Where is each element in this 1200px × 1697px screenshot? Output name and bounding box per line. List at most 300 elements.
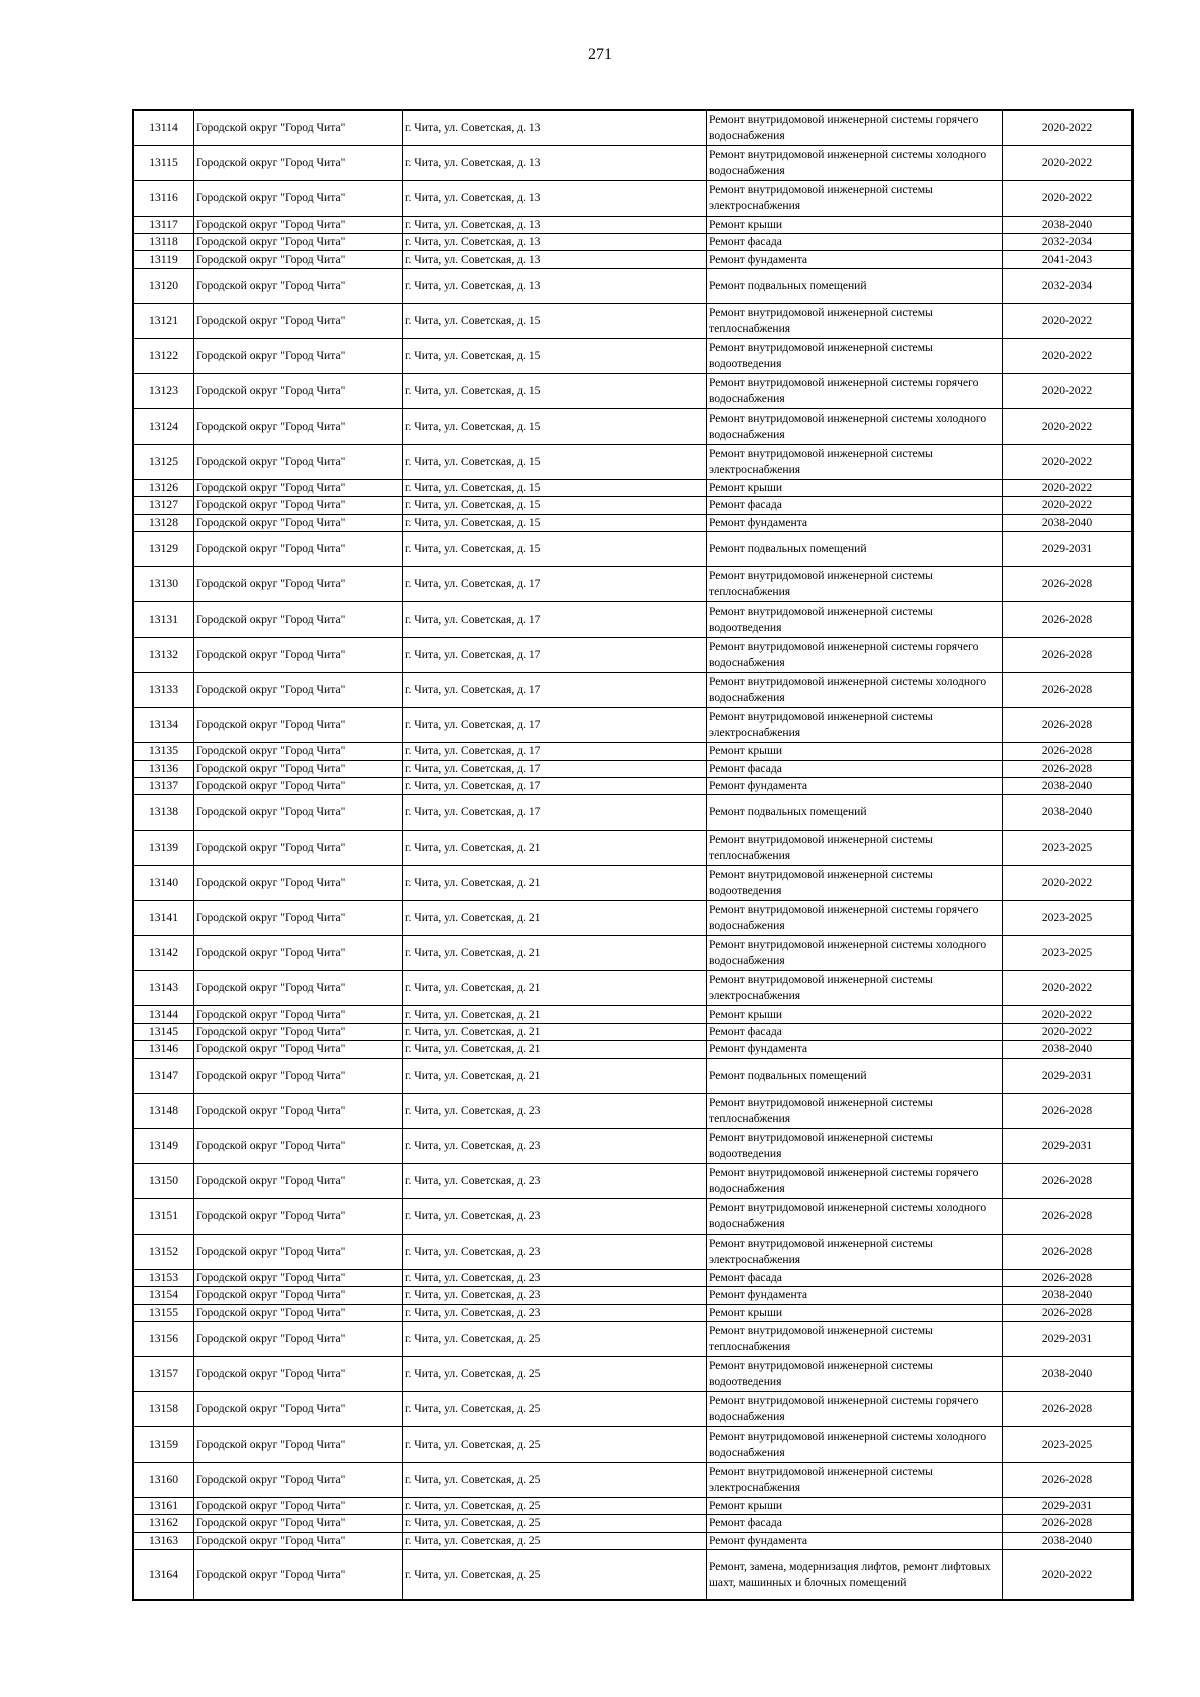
cell-number: 13146: [134, 1041, 194, 1058]
cell-municipality: Городской округ "Город Чита": [194, 444, 403, 479]
cell-number: 13153: [134, 1269, 194, 1286]
cell-work-type: Ремонт фундамента: [707, 251, 1003, 268]
cell-municipality: Городской округ "Город Чита": [194, 1357, 403, 1392]
table-row: [134, 1321, 1132, 1356]
cell-work-type: Ремонт крыши: [707, 1497, 1003, 1514]
cell-work-type: Ремонт подвальных помещений: [707, 532, 1003, 567]
cell-municipality: Городской округ "Город Чита": [194, 339, 403, 374]
cell-work-type: Ремонт фасада: [707, 1023, 1003, 1040]
cell-period: 2032-2034: [1003, 268, 1132, 303]
table-row: [134, 497, 1132, 514]
cell-work-type: Ремонт крыши: [707, 743, 1003, 760]
cell-work-type: Ремонт крыши: [707, 1304, 1003, 1321]
cell-work-type: Ремонт внутридомовой инженерной системы электроснабжения: [707, 181, 1003, 216]
cell-period: 2038-2040: [1003, 1357, 1132, 1392]
cell-municipality: Городской округ "Город Чита": [194, 900, 403, 935]
cell-period: 2020-2022: [1003, 444, 1132, 479]
cell-municipality: Городской округ "Город Чита": [194, 760, 403, 777]
cell-municipality: Городской округ "Город Чита": [194, 777, 403, 794]
cell-number: 13124: [134, 409, 194, 444]
cell-period: 2032-2034: [1003, 233, 1132, 250]
cell-municipality: Городской округ "Город Чита": [194, 1287, 403, 1304]
cell-work-type: Ремонт крыши: [707, 1006, 1003, 1023]
cell-number: 13164: [134, 1550, 194, 1600]
cell-period: 2026-2028: [1003, 637, 1132, 672]
cell-address: г. Чита, ул. Советская, д. 13: [403, 268, 707, 303]
table-row: [134, 1462, 1132, 1497]
cell-period: 2020-2022: [1003, 374, 1132, 409]
cell-municipality: Городской округ "Город Чита": [194, 532, 403, 567]
cell-number: 13157: [134, 1357, 194, 1392]
cell-period: 2026-2028: [1003, 567, 1132, 602]
cell-period: 2020-2022: [1003, 303, 1132, 338]
table-row: [134, 1234, 1132, 1269]
cell-address: г. Чита, ул. Советская, д. 17: [403, 743, 707, 760]
cell-address: г. Чита, ул. Советская, д. 13: [403, 251, 707, 268]
cell-address: г. Чита, ул. Советская, д. 15: [403, 497, 707, 514]
table-row: [134, 268, 1132, 303]
table-row: [134, 777, 1132, 794]
cell-period: 2038-2040: [1003, 1287, 1132, 1304]
cell-number: 13127: [134, 497, 194, 514]
cell-period: 2026-2028: [1003, 1462, 1132, 1497]
cell-number: 13122: [134, 339, 194, 374]
table-row: [134, 1304, 1132, 1321]
cell-period: 2020-2022: [1003, 479, 1132, 496]
table-row: [134, 672, 1132, 707]
table-row: [134, 303, 1132, 338]
cell-period: 2026-2028: [1003, 743, 1132, 760]
cell-period: 2029-2031: [1003, 1058, 1132, 1093]
cell-work-type: Ремонт внутридомовой инженерной системы водоотведения: [707, 1129, 1003, 1164]
cell-period: 2026-2028: [1003, 1515, 1132, 1532]
cell-address: г. Чита, ул. Советская, д. 15: [403, 444, 707, 479]
cell-period: 2029-2031: [1003, 532, 1132, 567]
cell-municipality: Городской округ "Город Чита": [194, 1234, 403, 1269]
table-row: [134, 444, 1132, 479]
table-row: [134, 1129, 1132, 1164]
table-row: [134, 1392, 1132, 1427]
cell-period: 2029-2031: [1003, 1321, 1132, 1356]
table-row: [134, 1287, 1132, 1304]
cell-municipality: Городской округ "Город Чита": [194, 672, 403, 707]
cell-number: 13145: [134, 1023, 194, 1040]
cell-address: г. Чита, ул. Советская, д. 17: [403, 795, 707, 830]
cell-address: г. Чита, ул. Советская, д. 23: [403, 1199, 707, 1234]
cell-number: 13140: [134, 865, 194, 900]
cell-municipality: Городской округ "Город Чита": [194, 971, 403, 1006]
cell-number: 13132: [134, 637, 194, 672]
cell-municipality: Городской округ "Город Чита": [194, 936, 403, 971]
cell-address: г. Чита, ул. Советская, д. 15: [403, 409, 707, 444]
cell-number: 13134: [134, 707, 194, 742]
cell-address: г. Чита, ул. Советская, д. 25: [403, 1392, 707, 1427]
cell-municipality: Городской округ "Город Чита": [194, 637, 403, 672]
cell-period: 2026-2028: [1003, 707, 1132, 742]
cell-period: 2020-2022: [1003, 1006, 1132, 1023]
table-row: [134, 1058, 1132, 1093]
table-row: [134, 532, 1132, 567]
table-row: [134, 707, 1132, 742]
table-row: [134, 339, 1132, 374]
cell-work-type: Ремонт внутридомовой инженерной системы холодного водоснабжения: [707, 672, 1003, 707]
cell-number: 13163: [134, 1532, 194, 1549]
cell-number: 13154: [134, 1287, 194, 1304]
cell-work-type: Ремонт внутридомовой инженерной системы теплоснабжения: [707, 567, 1003, 602]
cell-period: 2023-2025: [1003, 936, 1132, 971]
repair-schedule-table: [133, 110, 1132, 1600]
cell-period: 2020-2022: [1003, 497, 1132, 514]
cell-period: 2026-2028: [1003, 672, 1132, 707]
cell-work-type: Ремонт внутридомовой инженерной системы горячего водоснабжения: [707, 111, 1003, 146]
table-row: [134, 146, 1132, 181]
cell-municipality: Городской округ "Город Чита": [194, 1164, 403, 1199]
cell-municipality: Городской округ "Город Чита": [194, 1550, 403, 1600]
cell-address: г. Чита, ул. Советская, д. 25: [403, 1550, 707, 1600]
cell-municipality: Городской округ "Город Чита": [194, 1321, 403, 1356]
cell-number: 13156: [134, 1321, 194, 1356]
cell-work-type: Ремонт, замена, модернизация лифтов, ремонт лифтовых шахт, машинных и блочных помещений: [707, 1550, 1003, 1600]
cell-number: 13142: [134, 936, 194, 971]
table-row: [134, 1023, 1132, 1040]
cell-municipality: Городской округ "Город Чита": [194, 1058, 403, 1093]
cell-work-type: Ремонт крыши: [707, 479, 1003, 496]
table-row: [134, 900, 1132, 935]
cell-period: 2026-2028: [1003, 602, 1132, 637]
cell-number: 13159: [134, 1427, 194, 1462]
cell-municipality: Городской округ "Город Чита": [194, 1269, 403, 1286]
cell-number: 13143: [134, 971, 194, 1006]
cell-work-type: Ремонт внутридомовой инженерной системы теплоснабжения: [707, 1093, 1003, 1128]
cell-municipality: Городской округ "Город Чита": [194, 251, 403, 268]
cell-number: 13160: [134, 1462, 194, 1497]
cell-municipality: Городской округ "Город Чита": [194, 268, 403, 303]
cell-municipality: Городской округ "Город Чита": [194, 233, 403, 250]
cell-work-type: Ремонт внутридомовой инженерной системы горячего водоснабжения: [707, 1164, 1003, 1199]
cell-number: 13161: [134, 1497, 194, 1514]
cell-municipality: Городской округ "Город Чита": [194, 1093, 403, 1128]
cell-municipality: Городской округ "Город Чита": [194, 1497, 403, 1514]
table-row: [134, 1357, 1132, 1392]
cell-number: 13136: [134, 760, 194, 777]
cell-address: г. Чита, ул. Советская, д. 23: [403, 1304, 707, 1321]
cell-work-type: Ремонт фундамента: [707, 777, 1003, 794]
cell-number: 13158: [134, 1392, 194, 1427]
cell-municipality: Городской округ "Город Чита": [194, 303, 403, 338]
cell-number: 13139: [134, 830, 194, 865]
table-row: [134, 760, 1132, 777]
cell-period: 2038-2040: [1003, 1532, 1132, 1549]
cell-number: 13133: [134, 672, 194, 707]
cell-municipality: Городской округ "Город Чита": [194, 830, 403, 865]
cell-municipality: Городской округ "Город Чита": [194, 1392, 403, 1427]
cell-period: 2020-2022: [1003, 1023, 1132, 1040]
table-row: [134, 1006, 1132, 1023]
table-row: [134, 1093, 1132, 1128]
cell-work-type: Ремонт внутридомовой инженерной системы теплоснабжения: [707, 1321, 1003, 1356]
cell-municipality: Городской округ "Город Чита": [194, 1041, 403, 1058]
table-row: [134, 637, 1132, 672]
cell-number: 13149: [134, 1129, 194, 1164]
table-row: [134, 514, 1132, 531]
table-row: [134, 251, 1132, 268]
cell-period: 2020-2022: [1003, 111, 1132, 146]
cell-period: 2023-2025: [1003, 830, 1132, 865]
cell-address: г. Чита, ул. Советская, д. 15: [403, 339, 707, 374]
table-row: [134, 971, 1132, 1006]
table-row: [134, 216, 1132, 233]
cell-period: 2038-2040: [1003, 216, 1132, 233]
table-row: [134, 1550, 1132, 1600]
cell-period: 2026-2028: [1003, 1234, 1132, 1269]
cell-municipality: Городской округ "Город Чита": [194, 479, 403, 496]
cell-number: 13120: [134, 268, 194, 303]
cell-municipality: Городской округ "Город Чита": [194, 146, 403, 181]
cell-period: 2026-2028: [1003, 1392, 1132, 1427]
cell-work-type: Ремонт фасада: [707, 1515, 1003, 1532]
cell-work-type: Ремонт подвальных помещений: [707, 268, 1003, 303]
cell-period: 2020-2022: [1003, 409, 1132, 444]
cell-address: г. Чита, ул. Советская, д. 15: [403, 479, 707, 496]
table-row: [134, 1532, 1132, 1549]
cell-municipality: Городской округ "Город Чита": [194, 216, 403, 233]
cell-address: г. Чита, ул. Советская, д. 17: [403, 567, 707, 602]
cell-work-type: Ремонт внутридомовой инженерной системы холодного водоснабжения: [707, 146, 1003, 181]
cell-work-type: Ремонт внутридомовой инженерной системы электроснабжения: [707, 1462, 1003, 1497]
cell-period: 2029-2031: [1003, 1129, 1132, 1164]
page-number: 271: [588, 46, 612, 63]
cell-work-type: Ремонт внутридомовой инженерной системы горячего водоснабжения: [707, 1392, 1003, 1427]
cell-municipality: Городской округ "Город Чита": [194, 409, 403, 444]
cell-period: 2026-2028: [1003, 760, 1132, 777]
table-row: [134, 233, 1132, 250]
cell-address: г. Чита, ул. Советская, д. 21: [403, 830, 707, 865]
cell-municipality: Городской округ "Город Чита": [194, 1129, 403, 1164]
cell-work-type: Ремонт подвальных помещений: [707, 795, 1003, 830]
cell-address: г. Чита, ул. Советская, д. 15: [403, 532, 707, 567]
cell-period: 2026-2028: [1003, 1199, 1132, 1234]
cell-period: 2038-2040: [1003, 795, 1132, 830]
cell-work-type: Ремонт внутридомовой инженерной системы водоотведения: [707, 602, 1003, 637]
cell-number: 13129: [134, 532, 194, 567]
cell-work-type: Ремонт фундамента: [707, 1287, 1003, 1304]
cell-municipality: Городской округ "Город Чита": [194, 111, 403, 146]
cell-address: г. Чита, ул. Советская, д. 23: [403, 1234, 707, 1269]
cell-work-type: Ремонт внутридомовой инженерной системы теплоснабжения: [707, 830, 1003, 865]
cell-number: 13138: [134, 795, 194, 830]
cell-number: 13147: [134, 1058, 194, 1093]
cell-municipality: Городской округ "Город Чита": [194, 497, 403, 514]
cell-address: г. Чита, ул. Советская, д. 23: [403, 1093, 707, 1128]
cell-municipality: Городской округ "Город Чита": [194, 1515, 403, 1532]
cell-number: 13115: [134, 146, 194, 181]
cell-address: г. Чита, ул. Советская, д. 13: [403, 146, 707, 181]
cell-work-type: Ремонт внутридомовой инженерной системы теплоснабжения: [707, 303, 1003, 338]
cell-municipality: Городской округ "Город Чита": [194, 514, 403, 531]
cell-municipality: Городской округ "Город Чита": [194, 865, 403, 900]
cell-address: г. Чита, ул. Советская, д. 21: [403, 971, 707, 1006]
cell-number: 13118: [134, 233, 194, 250]
table-row: [134, 1164, 1132, 1199]
cell-address: г. Чита, ул. Советская, д. 23: [403, 1164, 707, 1199]
cell-address: г. Чита, ул. Советская, д. 13: [403, 233, 707, 250]
cell-address: г. Чита, ул. Советская, д. 25: [403, 1462, 707, 1497]
cell-work-type: Ремонт фундамента: [707, 1532, 1003, 1549]
cell-number: 13135: [134, 743, 194, 760]
cell-address: г. Чита, ул. Советская, д. 17: [403, 637, 707, 672]
cell-work-type: Ремонт фасада: [707, 1269, 1003, 1286]
cell-address: г. Чита, ул. Советская, д. 15: [403, 303, 707, 338]
cell-work-type: Ремонт фасада: [707, 233, 1003, 250]
cell-address: г. Чита, ул. Советская, д. 21: [403, 865, 707, 900]
cell-municipality: Городской округ "Город Чита": [194, 1006, 403, 1023]
cell-work-type: Ремонт внутридомовой инженерной системы горячего водоснабжения: [707, 900, 1003, 935]
cell-number: 13114: [134, 111, 194, 146]
cell-address: г. Чита, ул. Советская, д. 21: [403, 936, 707, 971]
cell-work-type: Ремонт внутридомовой инженерной системы электроснабжения: [707, 1234, 1003, 1269]
cell-address: г. Чита, ул. Советская, д. 15: [403, 514, 707, 531]
cell-municipality: Городской округ "Город Чита": [194, 1532, 403, 1549]
table-row: [134, 602, 1132, 637]
cell-address: г. Чита, ул. Советская, д. 21: [403, 1006, 707, 1023]
table-row: [134, 181, 1132, 216]
cell-period: 2020-2022: [1003, 339, 1132, 374]
cell-address: г. Чита, ул. Советская, д. 15: [403, 374, 707, 409]
cell-work-type: Ремонт крыши: [707, 216, 1003, 233]
cell-municipality: Городской округ "Город Чита": [194, 1427, 403, 1462]
cell-period: 2038-2040: [1003, 777, 1132, 794]
cell-work-type: Ремонт внутридомовой инженерной системы электроснабжения: [707, 707, 1003, 742]
cell-address: г. Чита, ул. Советская, д. 13: [403, 216, 707, 233]
cell-period: 2026-2028: [1003, 1304, 1132, 1321]
table-row: [134, 1269, 1132, 1286]
cell-address: г. Чита, ул. Советская, д. 13: [403, 181, 707, 216]
cell-period: 2038-2040: [1003, 514, 1132, 531]
cell-number: 13130: [134, 567, 194, 602]
cell-work-type: Ремонт подвальных помещений: [707, 1058, 1003, 1093]
cell-number: 13126: [134, 479, 194, 496]
cell-address: г. Чита, ул. Советская, д. 21: [403, 1058, 707, 1093]
cell-work-type: Ремонт внутридомовой инженерной системы холодного водоснабжения: [707, 1199, 1003, 1234]
table-row: [134, 865, 1132, 900]
cell-period: 2026-2028: [1003, 1269, 1132, 1286]
table-row: [134, 1515, 1132, 1532]
table-row: [134, 1427, 1132, 1462]
cell-address: г. Чита, ул. Советская, д. 17: [403, 760, 707, 777]
cell-number: 13131: [134, 602, 194, 637]
cell-number: 13125: [134, 444, 194, 479]
cell-work-type: Ремонт внутридомовой инженерной системы горячего водоснабжения: [707, 637, 1003, 672]
cell-municipality: Городской округ "Город Чита": [194, 707, 403, 742]
cell-period: 2020-2022: [1003, 971, 1132, 1006]
cell-number: 13137: [134, 777, 194, 794]
cell-work-type: Ремонт фасада: [707, 497, 1003, 514]
cell-number: 13123: [134, 374, 194, 409]
cell-municipality: Городской округ "Город Чита": [194, 1304, 403, 1321]
cell-address: г. Чита, ул. Советская, д. 25: [403, 1532, 707, 1549]
cell-number: 13119: [134, 251, 194, 268]
cell-address: г. Чита, ул. Советская, д. 23: [403, 1129, 707, 1164]
cell-number: 13155: [134, 1304, 194, 1321]
cell-address: г. Чита, ул. Советская, д. 13: [403, 111, 707, 146]
cell-address: г. Чита, ул. Советская, д. 25: [403, 1515, 707, 1532]
table-row: [134, 409, 1132, 444]
cell-period: 2020-2022: [1003, 146, 1132, 181]
cell-work-type: Ремонт внутридомовой инженерной системы холодного водоснабжения: [707, 409, 1003, 444]
table-row: [134, 743, 1132, 760]
cell-address: г. Чита, ул. Советская, д. 17: [403, 672, 707, 707]
cell-address: г. Чита, ул. Советская, д. 25: [403, 1357, 707, 1392]
table-body: [134, 111, 1132, 1600]
cell-work-type: Ремонт внутридомовой инженерной системы электроснабжения: [707, 971, 1003, 1006]
cell-number: 13117: [134, 216, 194, 233]
cell-period: 2029-2031: [1003, 1497, 1132, 1514]
cell-work-type: Ремонт внутридомовой инженерной системы горячего водоснабжения: [707, 374, 1003, 409]
cell-number: 13121: [134, 303, 194, 338]
cell-municipality: Городской округ "Город Чита": [194, 374, 403, 409]
cell-address: г. Чита, ул. Советская, д. 17: [403, 777, 707, 794]
cell-municipality: Городской округ "Город Чита": [194, 795, 403, 830]
cell-number: 13151: [134, 1199, 194, 1234]
cell-work-type: Ремонт внутридомовой инженерной системы водоотведения: [707, 1357, 1003, 1392]
cell-address: г. Чита, ул. Советская, д. 25: [403, 1427, 707, 1462]
cell-period: 2038-2040: [1003, 1041, 1132, 1058]
cell-municipality: Городской округ "Город Чита": [194, 743, 403, 760]
cell-address: г. Чита, ул. Советская, д. 25: [403, 1497, 707, 1514]
table-row: [134, 936, 1132, 971]
cell-municipality: Городской округ "Город Чита": [194, 1199, 403, 1234]
cell-address: г. Чита, ул. Советская, д. 25: [403, 1321, 707, 1356]
cell-address: г. Чита, ул. Советская, д. 23: [403, 1287, 707, 1304]
table-row: [134, 479, 1132, 496]
cell-work-type: Ремонт фундамента: [707, 514, 1003, 531]
cell-number: 13116: [134, 181, 194, 216]
cell-address: г. Чита, ул. Советская, д. 23: [403, 1269, 707, 1286]
cell-municipality: Городской округ "Город Чита": [194, 181, 403, 216]
cell-number: 13144: [134, 1006, 194, 1023]
table-row: [134, 1199, 1132, 1234]
cell-work-type: Ремонт фундамента: [707, 1041, 1003, 1058]
cell-number: 13128: [134, 514, 194, 531]
cell-address: г. Чита, ул. Советская, д. 21: [403, 1023, 707, 1040]
cell-address: г. Чита, ул. Советская, д. 17: [403, 602, 707, 637]
cell-municipality: Городской округ "Город Чита": [194, 1023, 403, 1040]
cell-municipality: Городской округ "Город Чита": [194, 1462, 403, 1497]
cell-period: 2023-2025: [1003, 1427, 1132, 1462]
cell-period: 2023-2025: [1003, 900, 1132, 935]
cell-address: г. Чита, ул. Советская, д. 17: [403, 707, 707, 742]
cell-work-type: Ремонт внутридомовой инженерной системы холодного водоснабжения: [707, 1427, 1003, 1462]
cell-municipality: Городской округ "Город Чита": [194, 567, 403, 602]
cell-number: 13148: [134, 1093, 194, 1128]
cell-work-type: Ремонт внутридомовой инженерной системы водоотведения: [707, 339, 1003, 374]
cell-address: г. Чита, ул. Советская, д. 21: [403, 900, 707, 935]
table-row: [134, 795, 1132, 830]
cell-work-type: Ремонт внутридомовой инженерной системы холодного водоснабжения: [707, 936, 1003, 971]
table-row: [134, 1041, 1132, 1058]
cell-address: г. Чита, ул. Советская, д. 21: [403, 1041, 707, 1058]
cell-period: 2020-2022: [1003, 181, 1132, 216]
cell-period: 2041-2043: [1003, 251, 1132, 268]
cell-work-type: Ремонт внутридомовой инженерной системы электроснабжения: [707, 444, 1003, 479]
table-row: [134, 830, 1132, 865]
cell-period: 2026-2028: [1003, 1164, 1132, 1199]
table-row: [134, 567, 1132, 602]
cell-work-type: Ремонт внутридомовой инженерной системы водоотведения: [707, 865, 1003, 900]
cell-period: 2026-2028: [1003, 1093, 1132, 1128]
table-row: [134, 374, 1132, 409]
cell-municipality: Городской округ "Город Чита": [194, 602, 403, 637]
